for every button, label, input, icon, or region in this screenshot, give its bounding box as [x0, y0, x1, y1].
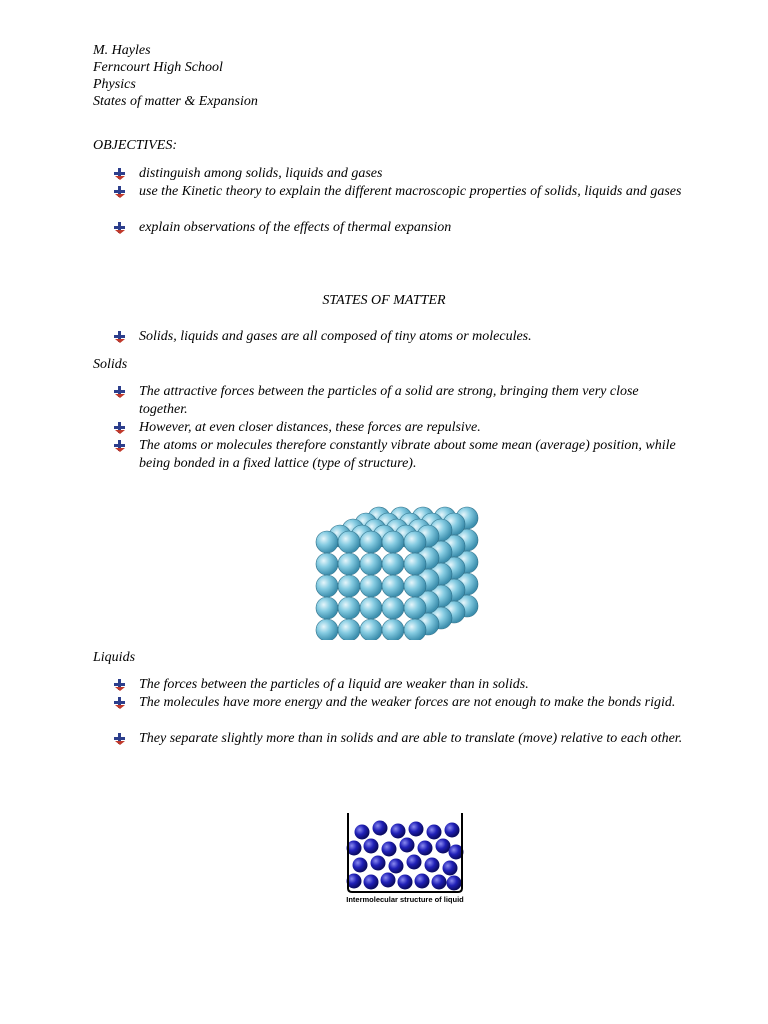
liquid-particle	[355, 825, 370, 840]
objective-item: use the Kinetic theory to explain the different macroscopic properties of solids, liquids and gases	[139, 184, 682, 199]
liquid-particle	[373, 821, 388, 836]
solid-particle	[338, 597, 360, 619]
bullet-icon	[113, 696, 127, 710]
subject: Physics	[93, 77, 136, 92]
liquid-particle	[432, 875, 447, 890]
solid-particle	[316, 575, 338, 597]
liquid-particle	[391, 824, 406, 839]
liquids-item: They separate slightly more than in solids and are able to translate (move) relative to each other.	[139, 731, 683, 746]
liquid-particle	[382, 842, 397, 857]
bullet-icon	[113, 221, 127, 235]
bullet-icon	[113, 678, 127, 692]
solids-item: The attractive forces between the particles of a solid are strong, bringing them very close together.	[139, 384, 639, 417]
solids-item: However, at even closer distances, these forces are repulsive.	[139, 420, 481, 435]
solid-particle	[382, 597, 404, 619]
solid-particle	[404, 575, 426, 597]
bullet-icon	[113, 167, 127, 181]
solid-particle	[316, 597, 338, 619]
liquid-caption: Intermolecular structure of liquid	[346, 895, 464, 904]
liquid-particle	[425, 858, 440, 873]
liquid-particle	[371, 856, 386, 871]
solid-particle	[382, 619, 404, 640]
school-name: Ferncourt High School	[93, 60, 223, 75]
liquid-particle	[443, 861, 458, 876]
solid-particle	[382, 575, 404, 597]
solid-particle	[404, 531, 426, 553]
solids-item: The atoms or molecules therefore constantly vibrate about some mean (average) position, while being bonded in a fixed lattice (type of structure).	[139, 438, 676, 471]
liquid-container-illustration	[340, 810, 470, 895]
bullet-icon	[113, 185, 127, 199]
liquid-particle	[364, 875, 379, 890]
solid-particle	[338, 553, 360, 575]
solid-particle	[338, 619, 360, 640]
liquid-particle	[427, 825, 442, 840]
liquids-heading: Liquids	[93, 650, 136, 665]
bullet-icon	[113, 732, 127, 746]
liquid-particle	[398, 875, 413, 890]
liquid-particle	[389, 859, 404, 874]
objectives-heading: OBJECTIVES:	[93, 138, 177, 153]
solid-particle	[338, 575, 360, 597]
solid-particle	[404, 553, 426, 575]
solid-particle	[382, 531, 404, 553]
liquid-particle	[436, 839, 451, 854]
solid-particle	[404, 597, 426, 619]
liquid-particle	[364, 839, 379, 854]
liquid-particle	[447, 876, 462, 891]
section-title: STATES OF MATTER	[322, 293, 446, 308]
solid-particle	[338, 531, 360, 553]
intro-item: Solids, liquids and gases are all composed of tiny atoms or molecules.	[139, 329, 532, 344]
solid-particle	[316, 531, 338, 553]
author: M. Hayles	[93, 43, 151, 58]
solids-heading: Solids	[93, 357, 128, 372]
bullet-icon	[113, 385, 127, 399]
liquid-particle	[445, 823, 460, 838]
solid-particle	[360, 619, 382, 640]
bullet-icon	[113, 439, 127, 453]
solid-particle	[360, 553, 382, 575]
solid-particle	[316, 553, 338, 575]
liquid-particle	[381, 873, 396, 888]
liquid-particle	[409, 822, 424, 837]
bullet-icon	[113, 421, 127, 435]
topic: States of matter & Expansion	[93, 94, 258, 109]
liquid-particle	[353, 858, 368, 873]
solid-particle	[382, 553, 404, 575]
liquid-particle	[418, 841, 433, 856]
solid-particle	[316, 619, 338, 640]
objective-item: distinguish among solids, liquids and gases	[139, 166, 383, 181]
objective-item: explain observations of the effects of thermal expansion	[139, 220, 452, 235]
liquid-particle	[415, 874, 430, 889]
liquid-particle	[400, 838, 415, 853]
solid-lattice-illustration	[312, 490, 502, 640]
solid-particle	[360, 597, 382, 619]
liquids-item: The forces between the particles of a liquid are weaker than in solids.	[139, 677, 529, 692]
liquid-particle	[407, 855, 422, 870]
solid-particle	[360, 575, 382, 597]
solid-particle	[360, 531, 382, 553]
solid-particle	[404, 619, 426, 640]
liquids-item: The molecules have more energy and the weaker forces are not enough to make the bonds rigid.	[139, 695, 676, 710]
bullet-icon	[113, 330, 127, 344]
